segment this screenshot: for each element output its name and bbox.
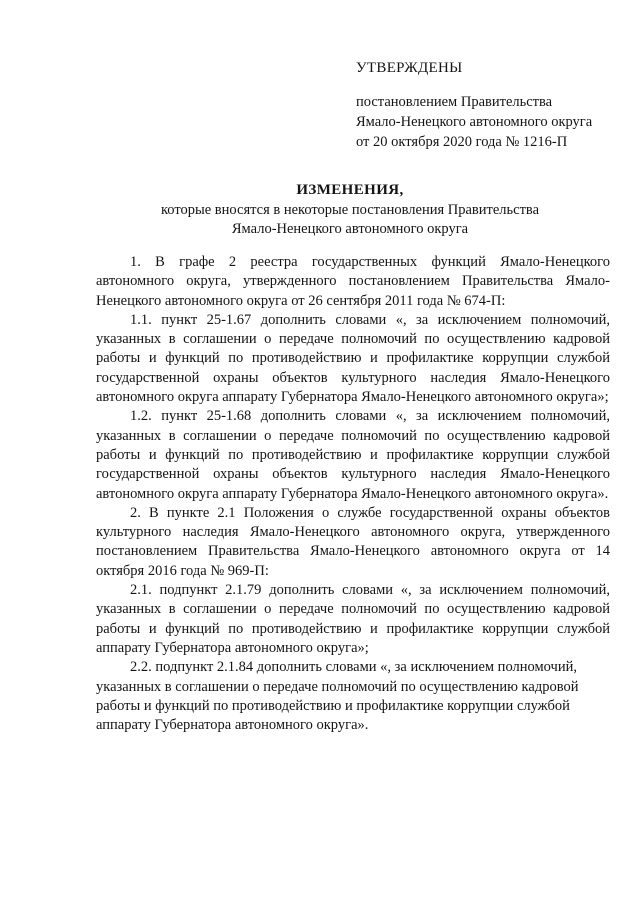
document-title: ИЗМЕНЕНИЯ, bbox=[296, 182, 404, 198]
approval-line: Ямало-Ненецкого автономного округа bbox=[356, 114, 593, 130]
document-subtitle-line: которые вносятся в некоторые постановления Правительства bbox=[160, 202, 540, 218]
body-paragraph: 1.1. пункт 25-1.67 дополнить словами «, за исключением полномочий, указанных в соглашении о передаче полномочий по осуществлению кадровой работы и функций по противодействию и профилактике коррупции службой государственной охраны объектов культурного наследия Ямало-Ненецкого автономного округа аппарату Губернатора Ямало-Ненецкого автономного округа»; bbox=[96, 311, 610, 406]
body-paragraph: 2.1. подпункт 2.1.79 дополнить словами «, за исключением полномочий, указанных в соглашении о передаче полномочий по осуществлению кадровой работы и функций по противодействию и профилактике коррупции службой аппарату Губернатора автономного округа»; bbox=[96, 582, 610, 656]
approval-line: постановлением Правительства bbox=[356, 94, 553, 110]
document-body bbox=[96, 253, 610, 735]
document-subtitle-line: Ямало-Ненецкого автономного округа bbox=[231, 221, 469, 237]
body-paragraph: 1.2. пункт 25-1.68 дополнить словами «, за исключением полномочий, указанных в соглашении о передаче полномочий по осуществлению кадровой работы и функций по противодействию и профилактике коррупции службой государственной охраны объектов культурного наследия Ямало-Ненецкого автономного округа аппарату Губернатора Ямало-Ненецкого автономного округа». bbox=[96, 408, 610, 502]
body-paragraph: 2.2. подпункт 2.1.84 дополнить словами «, за исключением полномочий, указанных в соглашении о передаче полномочий по осуществлению кадровой работы и функций по противодействию и профилактике коррупции службой аппарату Губернатора автономного округа». bbox=[96, 659, 579, 734]
document-title-block bbox=[90, 181, 610, 239]
body-paragraph: 1. В графе 2 реестра государственных функций Ямало-Ненецкого автономного округа, утвержденного постановлением Правительства Ямало-Ненецкого автономного округа от 26 сентября 2011 года № 674-П: bbox=[96, 254, 610, 309]
approval-stamp bbox=[356, 58, 626, 152]
approval-line: от 20 октября 2020 года № 1216-П bbox=[356, 134, 568, 150]
body-paragraph: 2. В пункте 2.1 Положения о службе государственной охраны объектов культурного наследия Ямало-Ненецкого автономного округа, утвержденного постановлением Правительства Ямало-Ненецкого автономного округа от 14 октября 2016 года № 969-П: bbox=[96, 504, 610, 579]
approval-heading: УТВЕРЖДЕНЫ bbox=[356, 60, 463, 76]
